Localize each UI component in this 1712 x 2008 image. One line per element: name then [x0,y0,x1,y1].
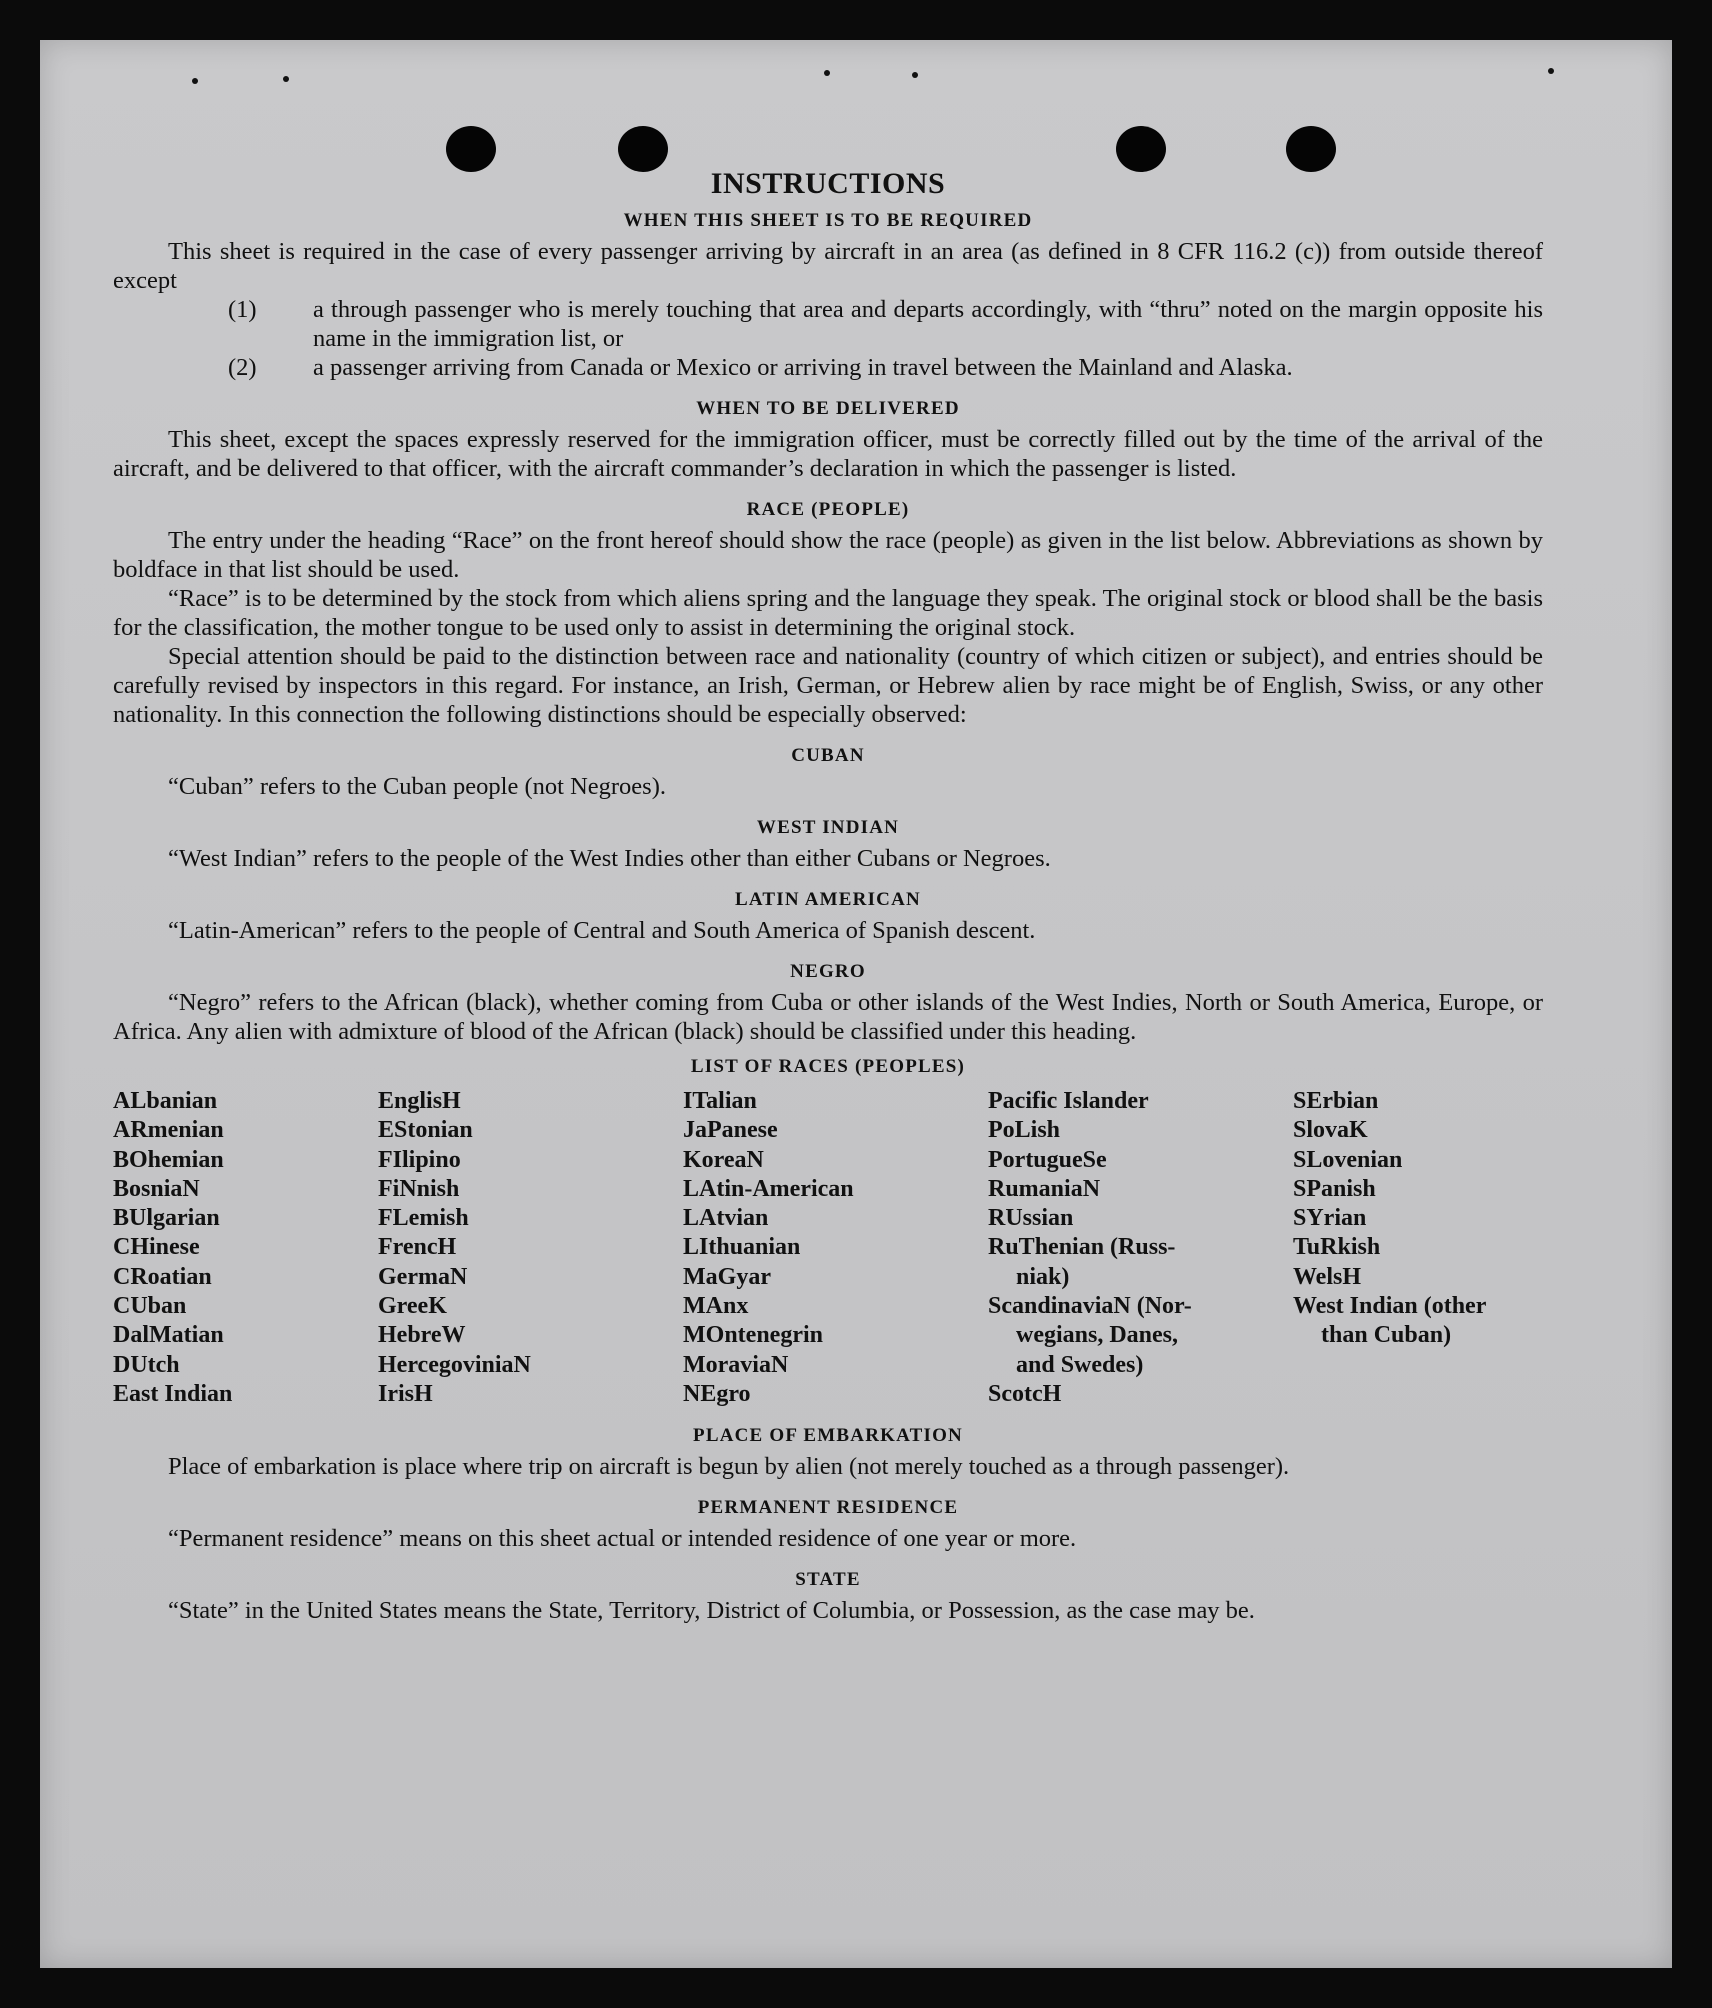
race-item: niak) [1016,1263,1070,1290]
race-item: MOntenegrin [683,1322,823,1349]
race-item: ScandinaviaN (Nor- [988,1293,1192,1320]
item-text: a passenger arriving from Canada or Mexico or arriving in travel between the Mainland and Alaska. [313,354,1293,381]
paragraph: “Permanent residence” means on this sheet actual or intended residence of one year or more. [168,1525,1077,1553]
paragraph: Special attention should be paid to the distinction between race and nationality (country of which citizen or subject), and entries should be carefully revised by inspectors in this regard. For instance, an Irish, German, or Hebrew alien by race might be of English, Swiss, or any other nationality. In this connection the following distinctions should be especially observed: [113,643,1543,728]
race-item: SYrian [1293,1205,1367,1232]
race-item: RuThenian (Russ- [988,1234,1176,1261]
instructions-content [113,164,1543,1625]
race-item: FiNnish [378,1175,460,1202]
race-column [113,1087,363,1409]
section-heading: RACE (PEOPLE) [746,499,910,520]
race-item: Pacific Islander [988,1088,1149,1114]
race-column [1293,1087,1543,1409]
section-heading: STATE [795,1569,861,1591]
section-heading: PLACE OF EMBARKATION [693,1425,963,1447]
race-item: TuRkish [1293,1234,1381,1261]
race-item: EnglisH [378,1088,461,1114]
race-column [683,1087,973,1409]
item-text: a through passenger who is merely touching that area and departs accordingly, with “thru” noted on the margin opposite his name in the immigration list, or [313,296,1543,352]
list-item [113,353,1543,382]
speck [824,70,830,76]
race-list [113,1087,1543,1409]
race-item: BUlgarian [113,1205,220,1232]
paragraph: “West Indian” refers to the people of the West Indies other than either Cubans or Negroes. [168,845,1051,872]
section-heading: WEST INDIAN [756,817,900,838]
section-heading: LATIN AMERICAN [735,889,921,910]
race-item: LAtvian [683,1205,769,1232]
race-item: WelsH [1293,1263,1362,1290]
section-heading: PERMANENT RESIDENCE [697,1497,959,1519]
race-item: ARmenian [113,1117,224,1144]
race-column [988,1087,1278,1409]
section-heading: LIST OF RACES (PEOPLES) [690,1056,966,1077]
speck [1548,68,1554,74]
race-item: wegians, Danes, [1016,1322,1179,1349]
race-item: MoraviaN [683,1351,789,1378]
race-item: ITalian [683,1088,757,1114]
list-item [113,295,1543,353]
race-item: GermaN [378,1263,468,1290]
race-item: PortugueSe [988,1146,1107,1173]
race-item: FrencH [378,1234,457,1261]
race-column [378,1087,668,1409]
race-item: SLovenian [1293,1146,1403,1173]
race-item: DUtch [113,1351,180,1378]
race-item: CRoatian [113,1263,212,1290]
race-item: FIlipino [378,1146,461,1173]
paragraph: This sheet, except the spaces expressly reserved for the immigration officer, must be correctly filled out by the time of the arrival of the aircraft, and be delivered to that officer, with the aircraft commander’s declaration in which the passenger is listed. [113,426,1543,482]
paragraph: The entry under the heading “Race” on the front hereof should show the race (people) as given in the list below. Abbreviations as shown by boldface in that list should be used. [113,527,1543,583]
speck [912,72,918,78]
paragraph: This sheet is required in the case of every passenger arriving by aircraft in an area (as defined in 8 CFR 116.2 (c)) from outside thereof except [113,238,1543,294]
race-item: LIthuanian [683,1234,801,1261]
paragraph: “Negro” refers to the African (black), whether coming from Cuba or other islands of the West Indies, North or South America, Europe, or Africa. Any alien with admixture of blood of the African (black) should be classified under this heading. [113,989,1543,1045]
race-item: FLemish [378,1205,469,1232]
page-title: INSTRUCTIONS [710,167,946,200]
paragraph: “Latin-American” refers to the people of Central and South America of Spanish descent. [168,917,1036,944]
race-item: JaPanese [683,1117,778,1144]
race-item: than Cuban) [1321,1322,1452,1349]
speck [192,78,198,84]
section-heading: CUBAN [791,745,865,766]
race-item: PoLish [988,1117,1061,1144]
race-item: RumaniaN [988,1175,1101,1202]
section-heading: WHEN THIS SHEET IS TO BE REQUIRED [623,210,1033,231]
race-item: MAnx [683,1293,749,1320]
race-item: HercegoviniaN [378,1351,531,1378]
race-item: NEgro [683,1380,751,1407]
race-item: EStonian [378,1117,473,1144]
race-item: ScotcH [988,1380,1062,1407]
race-item: SErbian [1293,1088,1379,1114]
race-item: BOhemian [113,1146,224,1173]
race-item: DalMatian [113,1322,224,1349]
item-number: (2) [228,354,257,381]
race-item: East Indian [113,1380,233,1407]
paragraph: Place of embarkation is place where trip on aircraft is begun by alien (not merely touched as a through passenger). [168,1453,1290,1481]
race-item: SlovaK [1293,1117,1368,1144]
race-item: West Indian (other [1293,1293,1487,1320]
race-item: HebreW [378,1322,466,1349]
race-item: SPanish [1293,1175,1376,1202]
speck [283,76,289,82]
race-item: CUban [113,1293,187,1320]
race-item: LAtin-American [683,1175,854,1202]
race-item: GreeK [378,1293,447,1320]
section-heading: WHEN TO BE DELIVERED [696,398,960,419]
race-item: ALbanian [113,1088,218,1114]
paragraph: “State” in the United States means the State, Territory, District of Columbia, or Possession, as the case may be. [168,1597,1255,1625]
section-heading: NEGRO [790,961,866,982]
race-item: MaGyar [683,1263,771,1290]
race-item: KoreaN [683,1146,764,1173]
race-item: BosniaN [113,1175,200,1202]
race-item: and Swedes) [1016,1351,1144,1378]
item-number: (1) [228,296,257,323]
race-item: CHinese [113,1234,200,1261]
race-item: RUssian [988,1205,1074,1232]
race-item: IrisH [378,1380,433,1407]
paragraph: “Race” is to be determined by the stock from which aliens spring and the language they speak. The original stock or blood shall be the basis for the classification, the mother tongue to be used only to assist in determining the original stock. [113,585,1543,641]
paragraph: “Cuban” refers to the Cuban people (not Negroes). [168,773,666,800]
